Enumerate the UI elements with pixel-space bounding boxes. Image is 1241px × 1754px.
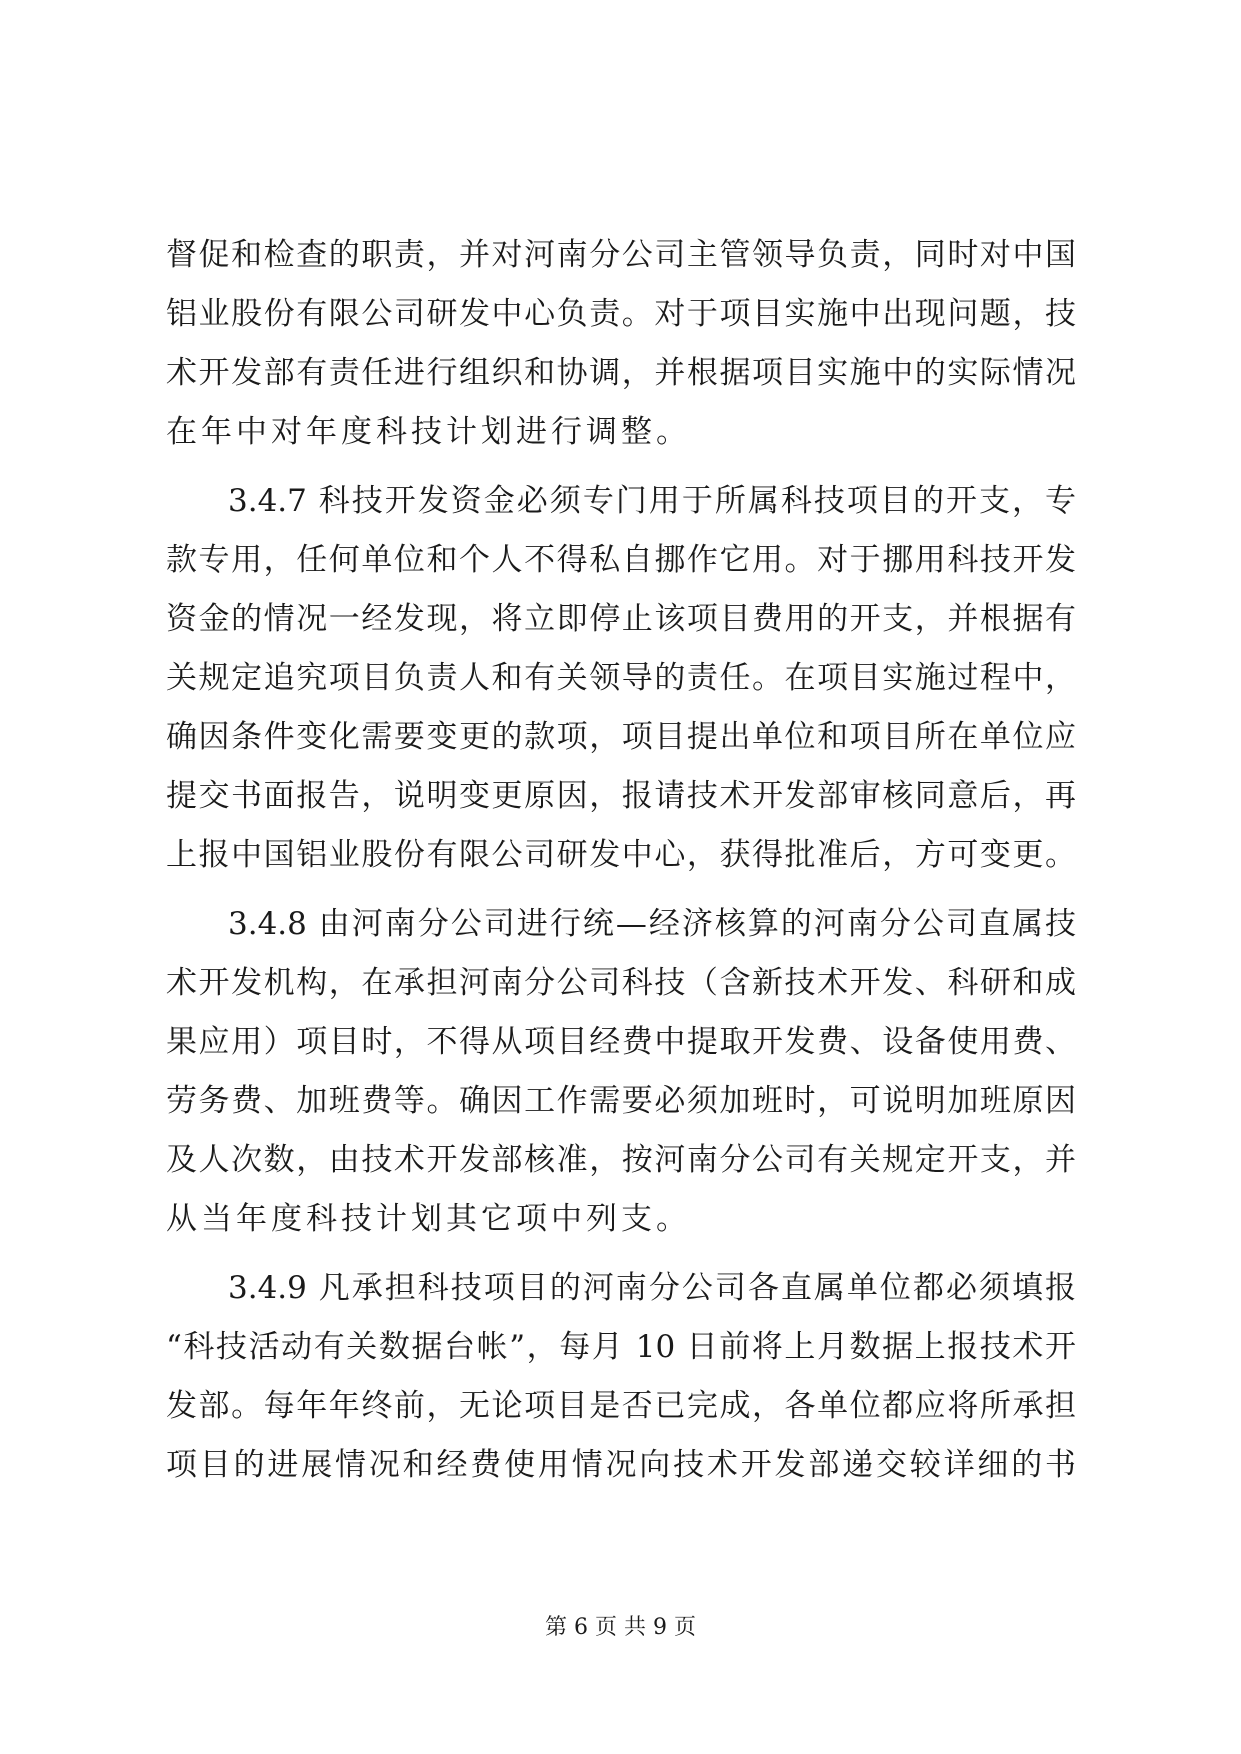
paragraph-spacer bbox=[166, 462, 1076, 472]
paragraph-1 bbox=[166, 226, 1076, 462]
text-line: 在年中对年度科技计划进行调整。 bbox=[166, 414, 691, 450]
text-line: 果应用）项目时，不得从项目经费中提取开发费、设备使用费、 bbox=[166, 1024, 1076, 1060]
text-line: 3.4.8 由河南分公司进行统—经济核算的河南分公司直属技 bbox=[228, 906, 1076, 942]
text-line: 及人次数，由技术开发部核准，按河南分公司有关规定开支，并 bbox=[166, 1142, 1076, 1178]
text-line: 资金的情况一经发现，将立即停止该项目费用的开支，并根据有 bbox=[166, 601, 1076, 637]
text-line: 从当年度科技计划其它项中列支。 bbox=[166, 1201, 691, 1237]
text-line: 劳务费、加班费等。确因工作需要必须加班时，可说明加班原因 bbox=[166, 1083, 1076, 1119]
text-line: 督促和检查的职责，并对河南分公司主管领导负责，同时对中国 bbox=[166, 237, 1076, 273]
page-footer bbox=[0, 1613, 1241, 1643]
text-line: 项目的进展情况和经费使用情况向技术开发部递交较详细的书 bbox=[166, 1447, 1076, 1483]
page-number-label: 第 6 页 共 9 页 bbox=[545, 1615, 696, 1640]
text-line: 关规定追究项目负责人和有关领导的责任。在项目实施过程中， bbox=[166, 660, 1076, 696]
text-line: 术开发机构，在承担河南分公司科技（含新技术开发、科研和成 bbox=[166, 965, 1076, 1001]
paragraph-3-4-9 bbox=[166, 1259, 1076, 1495]
text-line: “科技活动有关数据台帐”，每月 10 日前将上月数据上报技术开 bbox=[166, 1329, 1076, 1365]
paragraph-spacer bbox=[166, 885, 1076, 895]
text-line: 确因条件变化需要变更的款项，项目提出单位和项目所在单位应 bbox=[166, 719, 1076, 755]
text-line: 3.4.9 凡承担科技项目的河南分公司各直属单位都必须填报 bbox=[228, 1270, 1076, 1306]
text-line: 3.4.7 科技开发资金必须专门用于所属科技项目的开支，专 bbox=[228, 483, 1076, 519]
text-line: 提交书面报告，说明变更原因，报请技术开发部审核同意后，再 bbox=[166, 778, 1076, 814]
document-body bbox=[166, 226, 1076, 1495]
text-line: 发部。每年年终前，无论项目是否已完成，各单位都应将所承担 bbox=[166, 1388, 1076, 1424]
text-line: 上报中国铝业股份有限公司研发中心，获得批准后，方可变更。 bbox=[166, 837, 1076, 873]
paragraph-3-4-7 bbox=[166, 472, 1076, 885]
paragraph-spacer bbox=[166, 1249, 1076, 1259]
text-line: 铝业股份有限公司研发中心负责。对于项目实施中出现问题，技 bbox=[166, 296, 1076, 332]
text-line: 款专用，任何单位和个人不得私自挪作它用。对于挪用科技开发 bbox=[166, 542, 1076, 578]
text-line: 术开发部有责任进行组织和协调，并根据项目实施中的实际情况 bbox=[166, 355, 1076, 391]
paragraph-3-4-8 bbox=[166, 895, 1076, 1249]
